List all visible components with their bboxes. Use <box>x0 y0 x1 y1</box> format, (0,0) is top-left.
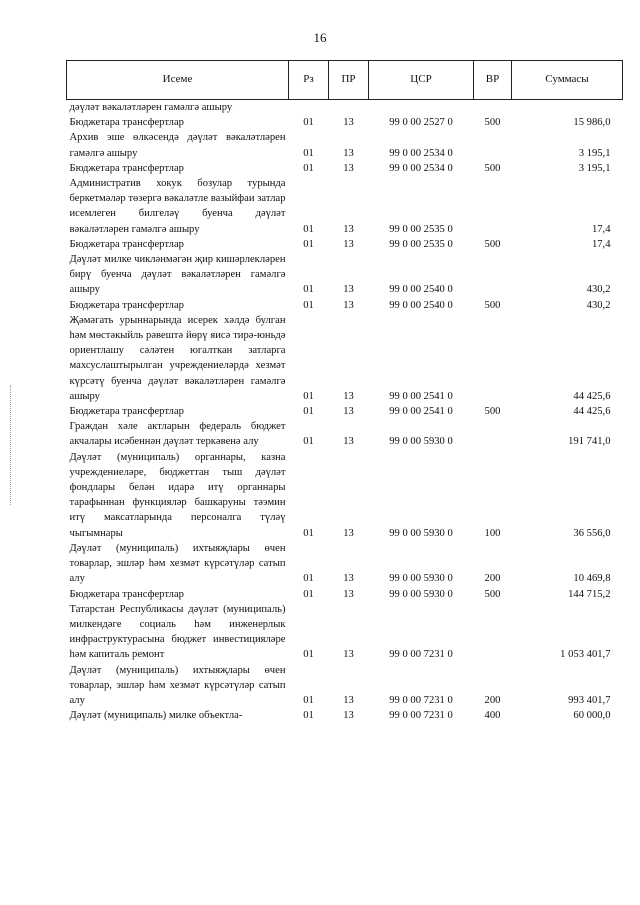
cell-name: Бюджетара трансфертлар <box>69 238 184 250</box>
cell-name: Дәүләт (муниципаль) милке объектла- <box>69 710 243 722</box>
cell-csr: 99 0 00 2535 0 <box>389 238 453 250</box>
cell-name: Дәүләт милке чикләнмәгән җир кишәрлекләрен бирү буенча дәүләт вәкаләтләрен гамәлгә ашыру <box>69 254 286 296</box>
table-row <box>67 237 623 252</box>
table-row <box>67 161 623 176</box>
cell-sum: 15 986,0 <box>573 117 611 129</box>
cell-csr: 99 0 00 2534 0 <box>389 162 453 174</box>
cell-name: дәүләт вәкаләтләрен гамәлгә ашыру <box>69 102 233 113</box>
cell-name: Бюджетара трансфертлар <box>69 406 184 418</box>
header-rz: Рз <box>289 61 329 100</box>
cell-pr: 13 <box>343 117 354 129</box>
cell-pr: 13 <box>343 390 354 402</box>
cell-pr: 13 <box>343 527 354 539</box>
table-header <box>67 61 623 100</box>
cell-rz: 01 <box>303 436 314 448</box>
cell-csr: 99 0 00 2541 0 <box>389 406 453 418</box>
cell-pr: 13 <box>343 223 354 235</box>
cell-rz: 01 <box>303 588 314 600</box>
cell-sum: 17,4 <box>591 223 611 235</box>
cell-sum: 144 715,2 <box>568 588 611 600</box>
cell-csr: 99 0 00 2541 0 <box>389 390 453 402</box>
header-sum: Суммасы <box>512 61 623 100</box>
cell-rz: 01 <box>303 117 314 129</box>
cell-pr: 13 <box>343 406 354 418</box>
cell-pr: 13 <box>343 573 354 585</box>
cell-name: Җәмәгать урыннарында исерек хәлдә булган һәм мөстәкыйль рәвештә йөрү яисә тирә-юньдә ориентлашу сәләтен югалткан затларга махсуслаштырылган учреждениеләрдә хезмәт күрсәтү буенча дәүләт вәкаләтләрен гамәлгә ашыру <box>69 314 286 402</box>
cell-csr: 99 0 00 2540 0 <box>389 284 453 296</box>
cell-sum: 17,4 <box>591 238 611 250</box>
cell-rz: 01 <box>303 694 314 706</box>
cell-csr: 99 0 00 5930 0 <box>389 436 453 448</box>
cell-pr <box>329 100 369 116</box>
cell-vr <box>474 130 512 160</box>
cell-sum <box>512 100 623 116</box>
cell-rz <box>289 100 329 116</box>
cell-vr: 500 <box>484 406 501 418</box>
cell-pr: 13 <box>343 649 354 661</box>
table-row <box>67 404 623 419</box>
header-csr: ЦСР <box>369 61 474 100</box>
table-row <box>67 298 623 313</box>
cell-rz: 01 <box>303 573 314 585</box>
table-row <box>67 252 623 298</box>
table-row <box>67 130 623 160</box>
cell-pr: 13 <box>343 147 354 159</box>
cell-csr: 99 0 00 2527 0 <box>389 117 453 129</box>
cell-csr: 99 0 00 7231 0 <box>389 649 453 661</box>
cell-vr: 400 <box>484 710 501 722</box>
cell-pr: 13 <box>343 284 354 296</box>
cell-sum: 191 741,0 <box>568 436 611 448</box>
cell-sum: 993 401,7 <box>568 694 611 706</box>
cell-rz: 01 <box>303 649 314 661</box>
table-body <box>67 100 623 724</box>
header-row <box>67 61 623 100</box>
cell-name: Бюджетара трансфертлар <box>69 162 184 174</box>
table-row <box>67 708 623 723</box>
cell-vr <box>474 252 512 298</box>
cell-sum: 44 425,6 <box>573 390 611 402</box>
cell-sum: 36 556,0 <box>573 527 611 539</box>
cell-csr: 99 0 00 5930 0 <box>389 527 453 539</box>
table-row <box>67 541 623 587</box>
header-vr: ВР <box>474 61 512 100</box>
cell-rz: 01 <box>303 710 314 722</box>
cell-rz: 01 <box>303 406 314 418</box>
cell-rz: 01 <box>303 238 314 250</box>
cell-pr: 13 <box>343 710 354 722</box>
cell-name: Бюджетара трансфертлар <box>69 299 184 311</box>
cell-name: Бюджетара трансфертлар <box>69 588 184 600</box>
table-row <box>67 602 623 663</box>
cell-pr: 13 <box>343 238 354 250</box>
cell-sum: 10 469,8 <box>573 573 611 585</box>
cell-name: Граждан хәле актларын федераль бюджет акчалары исәбеннән дәүләт теркәвенә алу <box>69 421 286 448</box>
cell-sum: 44 425,6 <box>573 406 611 418</box>
cell-vr: 500 <box>484 588 501 600</box>
table-row <box>67 450 623 541</box>
cell-vr: 500 <box>484 117 501 129</box>
cell-rz: 01 <box>303 284 314 296</box>
cell-csr: 99 0 00 2534 0 <box>389 147 453 159</box>
header-pr: ПР <box>329 61 369 100</box>
cell-name: Административ хокук бозулар турында беркетмәләр төзергә вәкаләтле вазыйфаи затлар исемлеген билгеләү буенча дәүләт вәкаләтләрен гамәлгә ашыру <box>69 178 286 235</box>
cell-rz: 01 <box>303 223 314 235</box>
cell-csr: 99 0 00 7231 0 <box>389 694 453 706</box>
cell-name: Дәүләт (муниципаль) ихтыяҗлары өчен товарлар, эшләр һәм хезмәт күрсәтүләр сатып алу <box>69 542 286 585</box>
margin-mark <box>10 385 11 505</box>
cell-name: Татарстан Республикасы дәүләт (муниципаль) милкендәге социаль һәм инженерлык инфраструктурасына бюджет инвестицияләре һәм капиталь ремонт <box>69 603 286 661</box>
budget-table <box>66 60 623 723</box>
table-row <box>67 100 623 116</box>
cell-vr: 200 <box>484 694 501 706</box>
cell-vr <box>474 602 512 663</box>
cell-rz: 01 <box>303 147 314 159</box>
cell-csr <box>369 100 474 116</box>
cell-name: Архив эше өлкәсендә дәүләт вәкаләтләрен гамәлгә ашыру <box>69 132 286 159</box>
cell-pr: 13 <box>343 436 354 448</box>
cell-vr: 500 <box>484 162 501 174</box>
cell-pr: 13 <box>343 299 354 311</box>
cell-vr: 200 <box>484 573 501 585</box>
cell-sum: 3 195,1 <box>578 162 611 174</box>
cell-rz: 01 <box>303 527 314 539</box>
table-row <box>67 663 623 709</box>
cell-sum: 430,2 <box>586 299 611 311</box>
cell-vr: 500 <box>484 299 501 311</box>
cell-vr <box>474 419 512 449</box>
cell-csr: 99 0 00 5930 0 <box>389 588 453 600</box>
cell-rz: 01 <box>303 299 314 311</box>
cell-name: Дәүләт (муниципаль) органнары, казна учреждениеләре, бюджеттан тыш дәүләт фондлары белән идарә итү органнары тарафыннан функцияләр башкаруны тәэмин итү максатларында персоналга түләү чыгымнары <box>69 451 286 539</box>
cell-sum: 1 053 401,7 <box>560 649 611 661</box>
cell-sum: 3 195,1 <box>578 147 611 159</box>
cell-vr <box>474 176 512 237</box>
cell-csr: 99 0 00 2535 0 <box>389 223 453 235</box>
table-row <box>67 115 623 130</box>
cell-vr: 100 <box>484 527 501 539</box>
header-name: Исеме <box>67 61 289 100</box>
cell-sum: 430,2 <box>586 284 611 296</box>
table-row <box>67 313 623 404</box>
table-row <box>67 176 623 237</box>
cell-pr: 13 <box>343 588 354 600</box>
cell-csr: 99 0 00 2540 0 <box>389 299 453 311</box>
cell-vr: 500 <box>484 238 501 250</box>
cell-csr: 99 0 00 5930 0 <box>389 573 453 585</box>
cell-name: Дәүләт (муниципаль) ихтыяҗлары өчен товарлар, эшләр һәм хезмәт күрсәтүләр сатып алу <box>69 664 286 706</box>
cell-rz: 01 <box>303 162 314 174</box>
table-row <box>67 419 623 449</box>
cell-pr: 13 <box>343 162 354 174</box>
page-number: 16 <box>313 30 327 45</box>
cell-name: Бюджетара трансфертлар <box>69 117 184 129</box>
cell-vr <box>474 100 512 116</box>
cell-sum: 60 000,0 <box>573 710 611 722</box>
cell-pr: 13 <box>343 694 354 706</box>
table-row <box>67 587 623 602</box>
cell-vr <box>474 313 512 404</box>
cell-csr: 99 0 00 7231 0 <box>389 710 453 722</box>
cell-rz: 01 <box>303 390 314 402</box>
